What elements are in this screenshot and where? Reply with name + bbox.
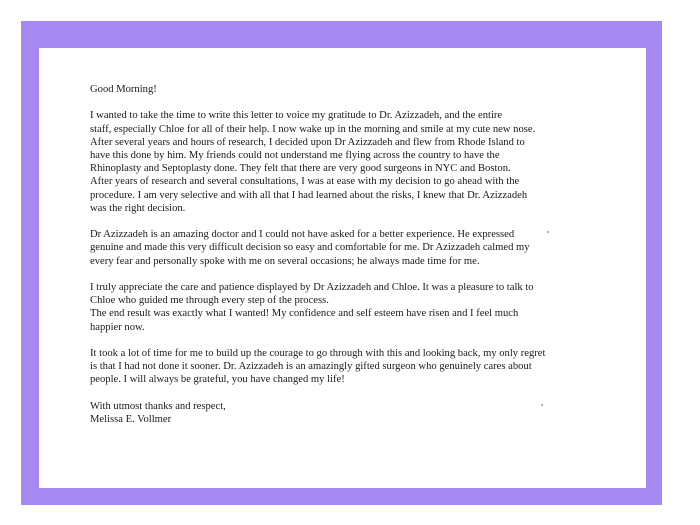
letter-signature: Melissa E. Vollmer (90, 414, 172, 425)
letter-paragraph-2: Dr Azizzadeh is an amazing doctor and I could not have asked for a better experience. He expressed genuine and made this very difficult decision so easy and comfortable for me. Dr Azizzadeh calmed my every fear and personally spoke with me on several occasions; he always made time for me. (90, 229, 530, 267)
letter-body (90, 83, 610, 426)
letter-paragraph-3: I truly appreciate the care and patience displayed by Dr Azizzadeh and Chloe. It was a pleasure to talk to Chloe who guided me through every step of the process. The end result was exactly what I wanted! My confidence and self esteem have risen and I feel much happier now. (90, 282, 534, 333)
letter-closing: With utmost thanks and respect, (90, 400, 226, 412)
letter-greeting: Good Morning! (90, 84, 157, 95)
letter-paragraph-4: It took a lot of time for me to build up the courage to go through with this and looking back, my only regret is that I had not done it sooner. Dr. Azizzadeh is an amazingly gifted surgeon who genuinely cares about people. I will always be grateful, you have changed my life! (90, 348, 546, 386)
letter-paragraph-1: I wanted to take the time to write this letter to voice my gratitude to Dr. Azizzadeh, and the entire staff, especially Chloe for all of their help. I now wake up in the morning and smile at my cute new nose. After several years and hours of research, I decided upon Dr Azizzadeh and flew from Rhode Island to have this done by him. My friends could not understand me flying across the country to have the Rhinoplasty and Septoplasty done. They felt that there are very good surgeons in NYC and Boston. After years of research and several consultations, I was at ease with my decision to go ahead with the procedure. I am very selective and with all that I had learned about the risks, I knew that Dr. Azizzadeh was the right decision. (90, 110, 536, 214)
